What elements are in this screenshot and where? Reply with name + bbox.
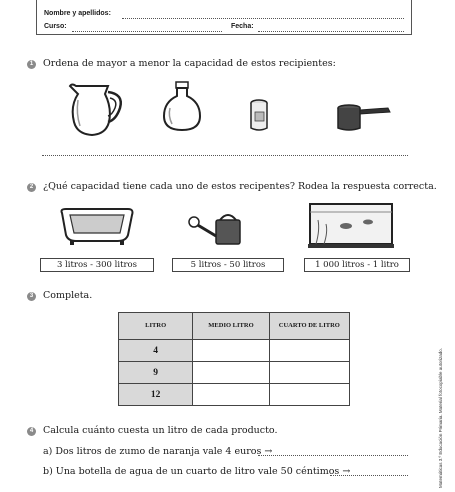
q4-item-b: b) Una botella de agua de un cuarto de litro vale 50 céntimos → (43, 466, 351, 477)
date-label: Fecha: (231, 23, 254, 30)
row-value-9: 9 (119, 362, 193, 384)
side-copyright-note: Matemáticas 3.º Educación Primaria. Material fotocopiable autorizado. (438, 348, 443, 488)
question-3-number: 3 (27, 292, 36, 301)
table-cell-input[interactable] (193, 340, 269, 362)
fish-tank-icon (306, 200, 396, 250)
q1-answer-line[interactable] (42, 155, 408, 156)
table-cell-input[interactable] (193, 384, 269, 406)
question-4-text: Calcula cuánto cuesta un litro de cada producto. (43, 425, 278, 436)
course-label: Curso: (44, 23, 67, 30)
bathtub-icon (56, 205, 138, 247)
jug-icon (62, 80, 130, 138)
q4-answer-b[interactable] (330, 475, 408, 476)
q4-item-a: a) Dos litros de zumo de naranja vale 4 euros → (43, 446, 273, 457)
table-header-litro: LITRO (119, 313, 193, 340)
saucepan-icon (334, 100, 394, 134)
question-4-number: 4 (27, 427, 36, 436)
table-row (119, 362, 350, 384)
name-label: Nombre y apellidos: (44, 10, 111, 17)
table-cell-input[interactable] (193, 362, 269, 384)
name-field[interactable] (122, 18, 404, 19)
capacity-table (118, 312, 350, 406)
question-3-text: Completa. (43, 290, 93, 301)
bottle-icon (160, 80, 204, 134)
table-header-cuarto-litro: CUARTO DE LITRO (269, 313, 349, 340)
question-2-number: 2 (27, 183, 36, 192)
question-1-number: 1 (27, 60, 36, 69)
table-row (119, 384, 350, 406)
q2-option-1[interactable]: 3 litros - 300 litros (40, 258, 154, 272)
table-cell-input[interactable] (269, 340, 349, 362)
row-value-4: 4 (119, 340, 193, 362)
date-field[interactable] (258, 31, 404, 32)
row-value-12: 12 (119, 384, 193, 406)
table-header-medio-litro: MEDIO LITRO (193, 313, 269, 340)
course-field[interactable] (72, 31, 222, 32)
q4-answer-a[interactable] (258, 455, 408, 456)
can-icon (246, 98, 272, 134)
question-1-text: Ordena de mayor a menor la capacidad de estos recipientes: (43, 58, 336, 69)
table-row (119, 340, 350, 362)
table-cell-input[interactable] (269, 362, 349, 384)
q2-option-3[interactable]: 1 000 litros - 1 litro (304, 258, 410, 272)
q2-option-2[interactable]: 5 litros - 50 litros (172, 258, 284, 272)
question-2-text: ¿Qué capacidad tiene cada uno de estos recipentes? Rodea la respuesta correcta. (43, 181, 437, 192)
table-cell-input[interactable] (269, 384, 349, 406)
watering-can-icon (186, 210, 256, 246)
